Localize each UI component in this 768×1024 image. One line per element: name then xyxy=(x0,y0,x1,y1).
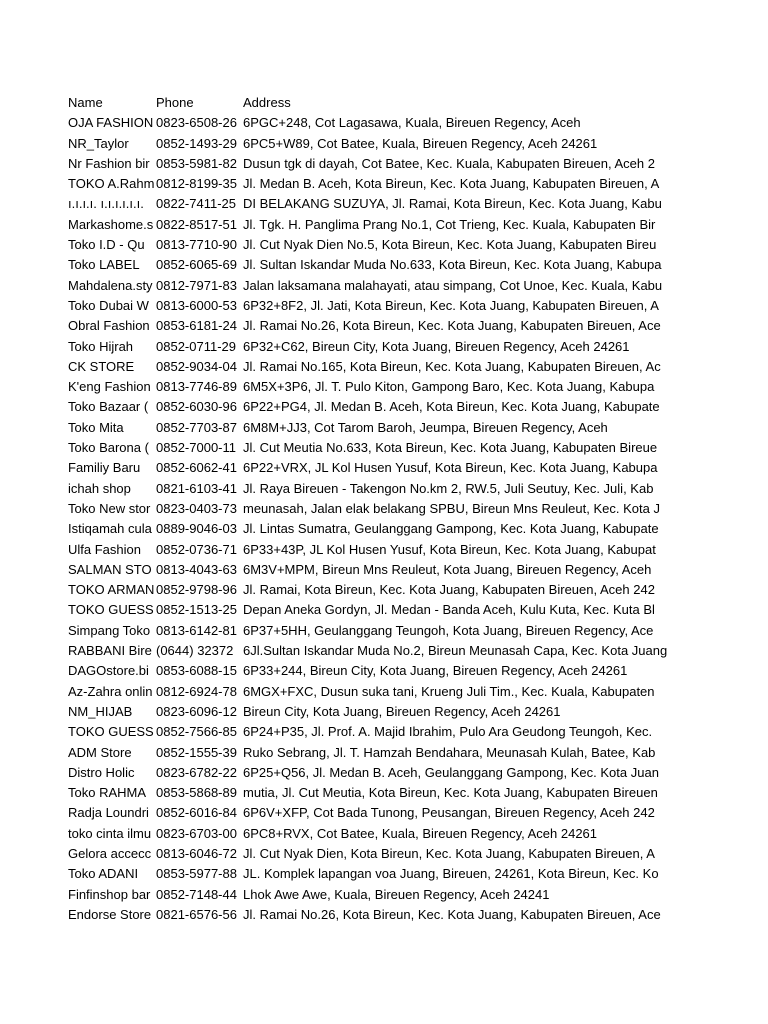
cell-name: toko cinta ilmu xyxy=(68,825,152,841)
cell-name: Toko Bazaar ( xyxy=(68,399,149,415)
cell-address: 6PC5+W89, Cot Batee, Kuala, Bireuen Regency, Aceh 24261 xyxy=(243,135,598,151)
cell-phone: 0852-7566-85 xyxy=(156,724,237,740)
cell-phone: 0852-1513-25 xyxy=(156,602,237,618)
cell-phone: 0853-5868-89 xyxy=(156,785,237,801)
cell-address: 6P22+PG4, Jl. Medan B. Aceh, Kota Bireun, Kec. Kota Juang, Kabupate xyxy=(243,399,660,415)
table-row xyxy=(68,174,684,194)
cell-name: Gelora accecc xyxy=(68,845,152,861)
cell-address: Jl. Cut Meutia No.633, Kota Bireun, Kec. Kota Juang, Kabupaten Bireue xyxy=(243,440,658,456)
table-row xyxy=(68,499,684,519)
cell-name: Toko Mita xyxy=(68,419,124,435)
header-address: Address xyxy=(243,95,291,110)
table-row xyxy=(68,215,684,235)
cell-address: 6M8M+JJ3, Cot Tarom Baroh, Jeumpa, Bireuen Regency, Aceh xyxy=(243,419,608,435)
table-row xyxy=(68,377,684,397)
cell-name: Familiy Baru xyxy=(68,460,141,476)
table-row xyxy=(68,438,684,458)
cell-phone: 0823-6782-22 xyxy=(156,764,237,780)
cell-phone: 0813-6000-53 xyxy=(156,297,237,313)
table-row xyxy=(68,418,684,438)
table-row xyxy=(68,783,684,803)
cell-phone: 0852-6062-41 xyxy=(156,460,237,476)
cell-address: mutia, Jl. Cut Meutia, Kota Bireun, Kec. Kota Juang, Kabupaten Bireuen xyxy=(243,785,658,801)
cell-name: Mahdalena.sty xyxy=(68,277,153,293)
cell-phone: 0853-6181-24 xyxy=(156,318,237,334)
cell-name: K'eng Fashion xyxy=(68,379,151,395)
table-row xyxy=(68,235,684,255)
table-row xyxy=(68,661,684,681)
table-row xyxy=(68,600,684,620)
table-row xyxy=(68,276,684,296)
cell-address: 6PC8+RVX, Cot Batee, Kuala, Bireuen Regency, Aceh 24261 xyxy=(243,825,598,841)
table-row xyxy=(68,154,684,174)
table-row xyxy=(68,316,684,336)
cell-name: Toko New stor xyxy=(68,500,151,516)
cell-address: 6P33+43P, JL Kol Husen Yusuf, Kota Bireun, Kec. Kota Juang, Kabupat xyxy=(243,541,656,557)
cell-phone: (0644) 32372 xyxy=(156,643,234,659)
cell-phone: 0821-6576-56 xyxy=(156,906,237,922)
cell-name: Toko ADANI xyxy=(68,866,139,882)
cell-phone: 0821-6103-41 xyxy=(156,480,237,496)
cell-name: Toko Barona ( xyxy=(68,440,149,456)
header-name: Name xyxy=(68,95,103,110)
cell-name: TOKO ARMAN xyxy=(68,582,155,598)
cell-phone: 0812-8199-35 xyxy=(156,176,237,192)
cell-address: DI BELAKANG SUZUYA, Jl. Ramai, Kota Bireun, Kec. Kota Juang, Kabu xyxy=(243,196,662,212)
cell-name: Endorse Store xyxy=(68,906,152,922)
cell-phone: 0852-6065-69 xyxy=(156,257,237,273)
table-row xyxy=(68,682,684,702)
cell-address: Jalan laksamana malahayati, atau simpang, Cot Unoe, Kec. Kuala, Kabu xyxy=(243,277,663,293)
cell-name: Toko RAHMA xyxy=(68,785,147,801)
cell-name: Toko Dubai W xyxy=(68,297,149,313)
cell-address: Dusun tgk di dayah, Cot Batee, Kec. Kuala, Kabupaten Bireuen, Aceh 2 xyxy=(243,155,655,171)
table-row xyxy=(68,580,684,600)
cell-address: 6P6V+XFP, Cot Bada Tunong, Peusangan, Bireuen Regency, Aceh 242 xyxy=(243,805,655,821)
cell-address: 6P33+244, Bireun City, Kota Juang, Bireuen Regency, Aceh 24261 xyxy=(243,663,628,679)
cell-phone: 0852-0736-71 xyxy=(156,541,237,557)
table-row xyxy=(68,519,684,539)
header-phone: Phone xyxy=(156,95,194,110)
cell-phone: 0813-7710-90 xyxy=(156,237,237,253)
cell-name: NM_HIJAB xyxy=(68,703,133,719)
cell-phone: 0889-9046-03 xyxy=(156,521,237,537)
cell-address: Jl. Medan B. Aceh, Kota Bireun, Kec. Kota Juang, Kabupaten Bireuen, A xyxy=(243,176,660,192)
cell-name: Nr Fashion bir xyxy=(68,155,150,171)
cell-address: Jl. Raya Bireuen - Takengon No.km 2, RW.5, Juli Seutuy, Kec. Juli, Kab xyxy=(243,480,654,496)
cell-name: DAGOstore.bi xyxy=(68,663,149,679)
table-row xyxy=(68,397,684,417)
cell-address: 6P24+P35, Jl. Prof. A. Majid Ibrahim, Pulo Ara Geudong Teungoh, Kec. xyxy=(243,724,653,740)
cell-name: TOKO GUESS xyxy=(68,602,154,618)
cell-address: 6M5X+3P6, Jl. T. Pulo Kiton, Gampong Baro, Kec. Kota Juang, Kabupa xyxy=(243,379,655,395)
cell-phone: 0853-6088-15 xyxy=(156,663,237,679)
cell-phone: 0823-6703-00 xyxy=(156,825,237,841)
table-row xyxy=(68,479,684,499)
cell-phone: 0823-6508-26 xyxy=(156,115,237,131)
cell-phone: 0823-6096-12 xyxy=(156,703,237,719)
table-row xyxy=(68,864,684,884)
table-row xyxy=(68,113,684,133)
table-header-row xyxy=(68,93,684,113)
cell-phone: 0853-5981-82 xyxy=(156,155,237,171)
table-row xyxy=(68,763,684,783)
cell-phone: 0852-6030-96 xyxy=(156,399,237,415)
cell-phone: 0813-6046-72 xyxy=(156,845,237,861)
cell-name: Toko I.D - Qu xyxy=(68,237,145,253)
table-row xyxy=(68,641,684,661)
cell-phone: 0822-8517-51 xyxy=(156,216,237,232)
cell-name: Toko Hijrah xyxy=(68,338,134,354)
cell-name: TOKO GUESS xyxy=(68,724,154,740)
table-row xyxy=(68,560,684,580)
cell-address: 6P22+VRX, JL Kol Husen Yusuf, Kota Bireun, Kec. Kota Juang, Kabupa xyxy=(243,460,658,476)
table-row xyxy=(68,824,684,844)
cell-address: 6P32+8F2, Jl. Jati, Kota Bireun, Kec. Kota Juang, Kabupaten Bireuen, A xyxy=(243,297,659,313)
table-row xyxy=(68,803,684,823)
cell-address: Depan Aneka Gordyn, Jl. Medan - Banda Aceh, Kulu Kuta, Kec. Kuta Bl xyxy=(243,602,655,618)
cell-phone: 0852-7703-87 xyxy=(156,419,237,435)
cell-address: Jl. Ramai, Kota Bireun, Kec. Kota Juang, Kabupaten Bireuen, Aceh 242 xyxy=(243,582,655,598)
table-row xyxy=(68,134,684,154)
cell-name: ı.ı.ı.ı. ı.ı.ı.ı.ı.ı. xyxy=(68,196,144,212)
table-row xyxy=(68,844,684,864)
table-row xyxy=(68,905,684,925)
table-row xyxy=(68,540,684,560)
cell-name: TOKO A.Rahm xyxy=(68,176,155,192)
cell-phone: 0853-5977-88 xyxy=(156,866,237,882)
cell-name: ichah shop xyxy=(68,480,131,496)
cell-phone: 0852-7000-11 xyxy=(156,440,236,456)
cell-phone: 0813-7746-89 xyxy=(156,379,237,395)
table-row xyxy=(68,357,684,377)
cell-name: CK STORE xyxy=(68,358,135,374)
cell-name: Az-Zahra onlin xyxy=(68,683,153,699)
cell-phone: 0852-1493-29 xyxy=(156,135,237,151)
cell-address: Jl. Cut Nyak Dien, Kota Bireun, Kec. Kota Juang, Kabupaten Bireuen, A xyxy=(243,845,655,861)
cell-address: Jl. Ramai No.26, Kota Bireun, Kec. Kota Juang, Kabupaten Bireuen, Ace xyxy=(243,318,661,334)
cell-phone: 0852-9034-04 xyxy=(156,358,237,374)
cell-name: Radja Loundri xyxy=(68,805,149,821)
table-row xyxy=(68,337,684,357)
cell-name: Distro Holic xyxy=(68,764,135,780)
cell-name: Obral Fashion xyxy=(68,318,150,334)
table-body xyxy=(68,113,684,925)
cell-name: RABBANI Bire xyxy=(68,643,152,659)
cell-name: Ulfa Fashion xyxy=(68,541,141,557)
cell-address: JL. Komplek lapangan voa Juang, Bireuen, 24261, Kota Bireun, Kec. Ko xyxy=(243,866,659,882)
cell-address: meunasah, Jalan elak belakang SPBU, Bireun Mns Reuleut, Kec. Kota J xyxy=(243,500,660,516)
table-row xyxy=(68,885,684,905)
cell-phone: 0812-6924-78 xyxy=(156,683,237,699)
cell-phone: 0852-0711-29 xyxy=(156,338,236,354)
cell-address: Jl. Tgk. H. Panglima Prang No.1, Cot Trieng, Kec. Kuala, Kabupaten Bir xyxy=(243,216,656,232)
table-row xyxy=(68,621,684,641)
table-row xyxy=(68,458,684,478)
cell-address: Jl. Sultan Iskandar Muda No.633, Kota Bireun, Kec. Kota Juang, Kabupa xyxy=(243,257,662,273)
cell-address: 6P37+5HH, Geulanggang Teungoh, Kota Juang, Bireuen Regency, Ace xyxy=(243,622,654,638)
cell-address: 6Jl.Sultan Iskandar Muda No.2, Bireun Meunasah Capa, Kec. Kota Juang xyxy=(243,643,668,659)
cell-phone: 0812-7971-83 xyxy=(156,277,237,293)
cell-name: NR_Taylor xyxy=(68,135,129,151)
cell-name: Istiqamah cula xyxy=(68,521,152,537)
cell-address: Ruko Sebrang, Jl. T. Hamzah Bendahara, Meunasah Kulah, Batee, Kab xyxy=(243,744,656,760)
cell-name: Markashome.s xyxy=(68,216,154,232)
cell-name: Simpang Toko xyxy=(68,622,151,638)
cell-address: 6P25+Q56, Jl. Medan B. Aceh, Geulanggang Gampong, Kec. Kota Juan xyxy=(243,764,659,780)
cell-name: OJA FASHION xyxy=(68,115,154,131)
cell-address: Lhok Awe Awe, Kuala, Bireuen Regency, Aceh 24241 xyxy=(243,886,550,902)
table-row xyxy=(68,255,684,275)
cell-address: Jl. Cut Nyak Dien No.5, Kota Bireun, Kec. Kota Juang, Kabupaten Bireu xyxy=(243,237,657,253)
cell-address: 6P32+C62, Bireun City, Kota Juang, Bireuen Regency, Aceh 24261 xyxy=(243,338,630,354)
cell-phone: 0823-0403-73 xyxy=(156,500,237,516)
cell-phone: 0852-7148-44 xyxy=(156,886,237,902)
cell-address: 6M3V+MPM, Bireun Mns Reuleut, Kota Juang, Bireuen Regency, Aceh xyxy=(243,561,652,577)
cell-phone: 0852-1555-39 xyxy=(156,744,237,760)
cell-address: Jl. Ramai No.165, Kota Bireun, Kec. Kota Juang, Kabupaten Bireuen, Ac xyxy=(243,358,661,374)
table-row xyxy=(68,194,684,214)
cell-address: Jl. Lintas Sumatra, Geulanggang Gampong, Kec. Kota Juang, Kabupate xyxy=(243,521,659,537)
cell-address: Jl. Ramai No.26, Kota Bireun, Kec. Kota Juang, Kabupaten Bireuen, Ace xyxy=(243,906,661,922)
cell-phone: 0852-9798-96 xyxy=(156,582,237,598)
table-row xyxy=(68,743,684,763)
cell-address: Bireun City, Kota Juang, Bireuen Regency, Aceh 24261 xyxy=(243,703,561,719)
cell-name: SALMAN STO xyxy=(68,561,152,577)
cell-name: ADM Store xyxy=(68,744,132,760)
cell-phone: 0813-4043-63 xyxy=(156,561,237,577)
table-row xyxy=(68,296,684,316)
table-row xyxy=(68,702,684,722)
cell-name: Finfinshop bar xyxy=(68,886,151,902)
cell-name: Toko LABEL xyxy=(68,257,140,273)
cell-phone: 0822-7411-25 xyxy=(156,196,236,212)
cell-phone: 0813-6142-81 xyxy=(156,622,237,638)
cell-phone: 0852-6016-84 xyxy=(156,805,237,821)
cell-address: 6PGC+248, Cot Lagasawa, Kuala, Bireuen Regency, Aceh xyxy=(243,115,581,131)
contact-table xyxy=(68,93,684,925)
cell-address: 6MGX+FXC, Dusun suka tani, Krueng Juli Tim., Kec. Kuala, Kabupaten xyxy=(243,683,655,699)
table-row xyxy=(68,722,684,742)
